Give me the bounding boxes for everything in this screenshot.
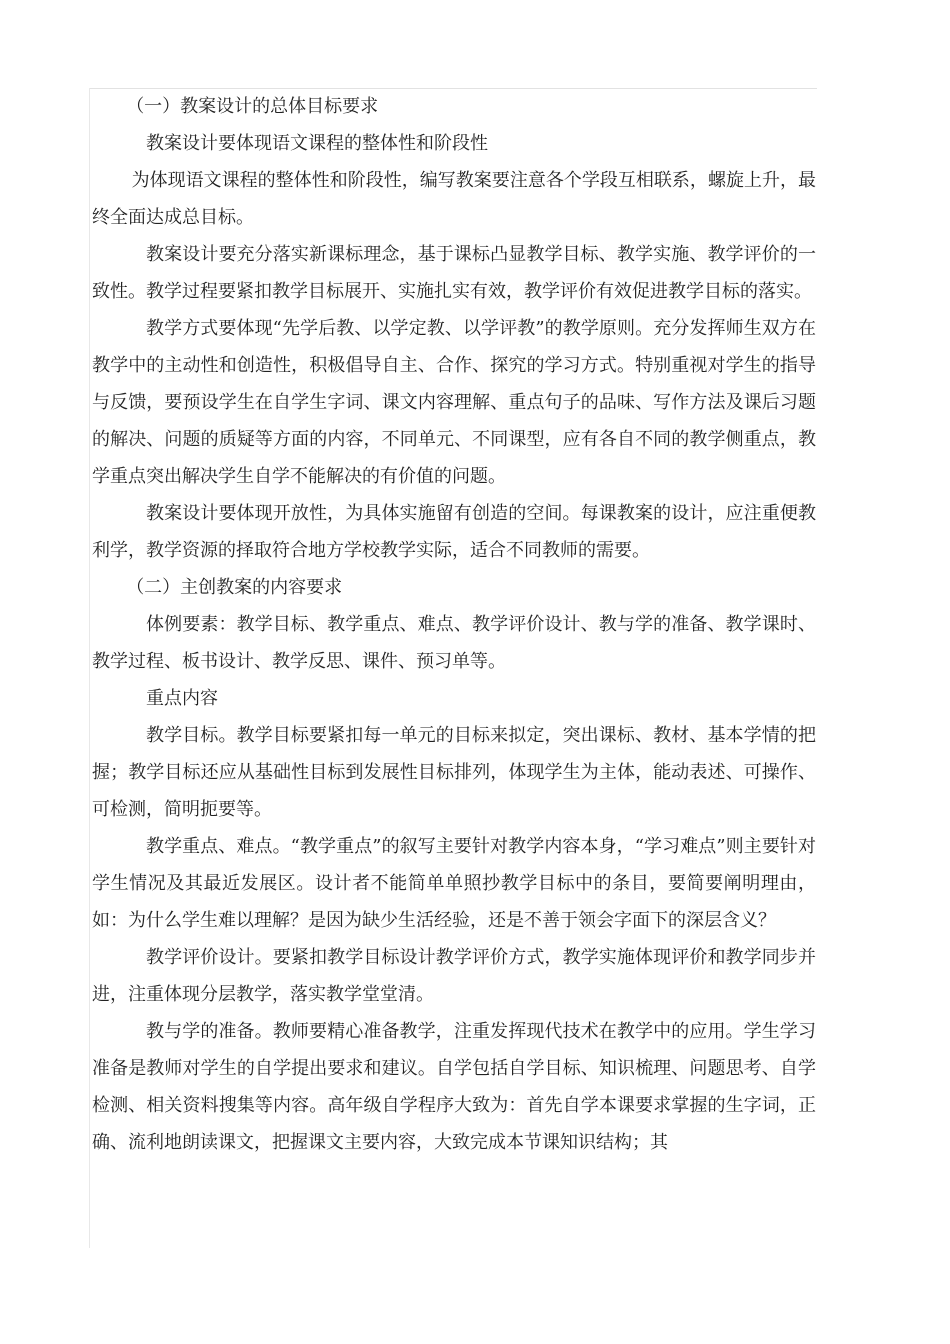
paragraph-6: 教学目标。教学目标要紧扣每一单元的目标来拟定，突出课标、教材、基本学情的把握；教学目标还应从基础性目标到发展性目标排列，体现学生为主体，能动表述、可操作、可检测，简明扼要等。 <box>92 725 816 820</box>
document-body <box>92 88 816 1161</box>
paragraph-1: 为体现语文课程的整体性和阶段性，编写教案要注意各个学段互相联系，螺旋上升，最终全面达成总目标。 <box>92 170 816 228</box>
paragraph-5: 体例要素：教学目标、教学重点、难点、教学评价设计、教与学的准备、教学课时、教学过程、板书设计、教学反思、课件、预习单等。 <box>92 614 816 672</box>
paragraph-7: 教学重点、难点。“教学重点”的叙写主要针对教学内容本身，“学习难点”则主要针对学生情况及其最近发展区。设计者不能简单单照抄教学目标中的条目，要简要阐明理由，如：为什么学生难以理解？是因为缺少生活经验，还是不善于领会字面下的深层含义？ <box>92 836 816 931</box>
left-rule <box>89 88 90 1248</box>
paragraph-4: 教案设计要体现开放性，为具体实施留有创造的空间。每课教案的设计，应注重便教利学，教学资源的择取符合地方学校教学实际，适合不同教师的需要。 <box>92 503 816 561</box>
section-heading-1: （一）教案设计的总体目标要求 <box>126 96 379 117</box>
subheading-1: 教案设计要体现语文课程的整体性和阶段性 <box>146 133 488 154</box>
paragraph-3: 教学方式要体现“先学后教、以学定教、以学评教”的教学原则。充分发挥师生双方在教学中的主动性和创造性，积极倡导自主、合作、探究的学习方式。特别重视对学生的指导与反馈，要预设学生在自学生字词、课文内容理解、重点句子的品味、写作方法及课后习题的解决、问题的质疑等方面的内容，不同单元、不同课型，应有各自不同的教学侧重点，教学重点突出解决学生自学不能解决的有价值的问题。 <box>92 318 816 487</box>
section-heading-2: （二）主创教案的内容要求 <box>126 577 343 598</box>
subheading-2: 重点内容 <box>146 688 218 709</box>
paragraph-9: 教与学的准备。教师要精心准备教学，注重发挥现代技术在教学中的应用。学生学习准备是教师对学生的自学提出要求和建议。自学包括自学目标、知识梳理、问题思考、自学检测、相关资料搜集等内容。高年级自学程序大致为：首先自学本课要求掌握的生字词，正确、流利地朗读课文，把握课文主要内容，大致完成本节课知识结构；其 <box>92 1021 816 1153</box>
paragraph-2: 教案设计要充分落实新课标理念，基于课标凸显教学目标、教学实施、教学评价的一致性。教学过程要紧扣教学目标展开、实施扎实有效，教学评价有效促进教学目标的落实。 <box>92 244 816 302</box>
paragraph-8: 教学评价设计。要紧扣教学目标设计教学评价方式，教学实施体现评价和教学同步并进，注重体现分层教学，落实教学堂堂清。 <box>92 947 816 1005</box>
